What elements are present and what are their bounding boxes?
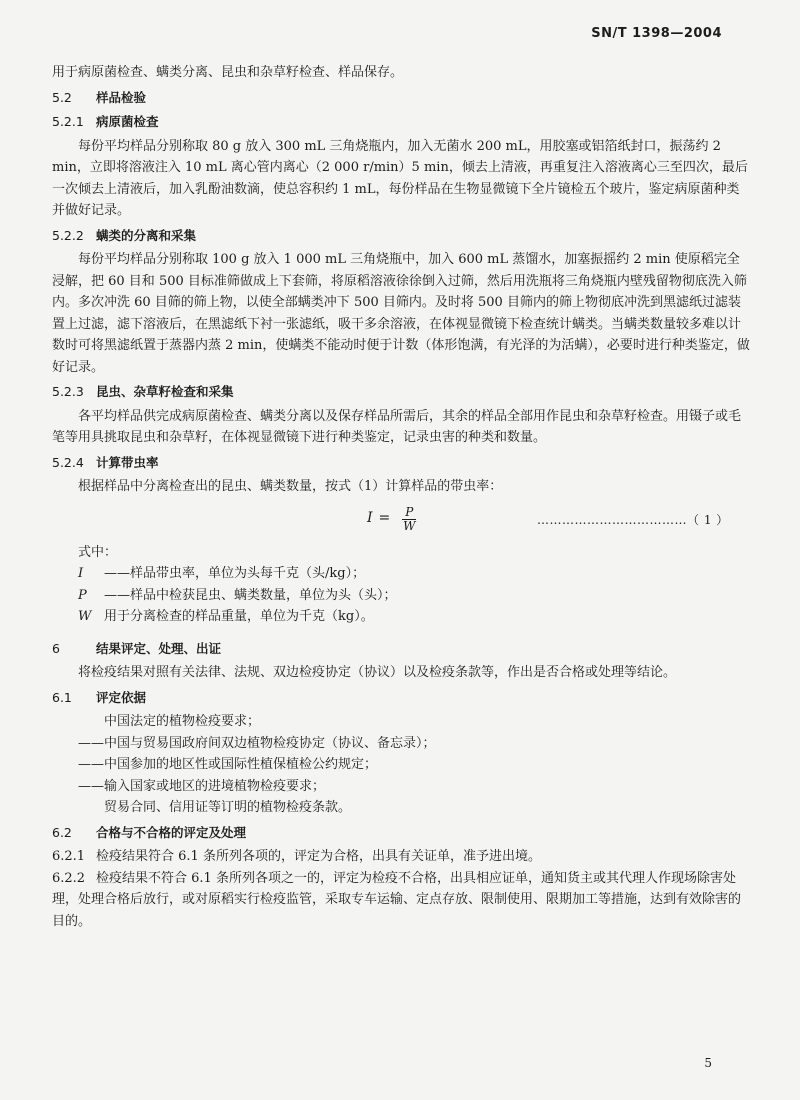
standard-code: SN/T 1398—2004 xyxy=(591,26,722,41)
list-item: 中国法定的植物检疫要求； xyxy=(104,714,261,729)
definition-item: P ——样品中检获昆虫、螨类数量，单位为头（头）； xyxy=(78,587,397,603)
section-heading-5-2-2: 5.2.2 螨类的分离和采集 xyxy=(52,227,197,243)
paragraph-6-2-2: 6.2.2 检疫结果不符合 6.1 条所列各项之一的，评定为检疫不合格，出具相应证单，通知货主或其代理人作现场除害处理，处理合格后放行，或对原稻实行检疫监管，采取专车运输、定点存放、限制使用、限期加工等措施，达到有效除害的目的。 xyxy=(52,870,742,929)
list-item: ——输入国家或地区的进境植物检疫要求； xyxy=(78,778,326,794)
list-item: ——中国与贸易国政府间双边植物检疫协定（协议、备忘录）； xyxy=(78,735,436,751)
formula-1 xyxy=(52,502,752,538)
document-body xyxy=(52,62,752,932)
section-heading-6: 6 结果评定、处理、出证 xyxy=(52,640,222,656)
section-heading-6-2: 6.2 合格与不合格的评定及处理 xyxy=(52,824,247,840)
criteria-list xyxy=(78,711,752,819)
page-number: 5 xyxy=(704,1056,712,1070)
list-item: ——中国参加的地区性或国际性植保植检公约规定； xyxy=(78,757,378,772)
paragraph-5-2-2: 每份平均样品分别称取 100 g 放入 1 000 mL 三角烧瓶中，加入 600 mL 蒸馏水，加塞振摇约 2 min 使原稻完全浸解，把 60 目和 500 目标准筛做成上下套筛，将原稻溶液徐徐倒入过筛，然后用洗瓶将三角烧瓶内壁残留物彻底洗入筛内。多次冲洗 60 目筛的筛上物，以使全部螨类冲下 500 目筛内。及时将 500 目筛内的筛上物彻底冲洗到黑滤纸过滤装置上过滤，滤下溶液后，在黑滤纸下衬一张滤纸，吸干多余溶液，在体视显微镜下检查统计螨类。当螨类数量较多难以计数时可将黑滤纸置于蒸器内蒸 2 min，使螨类不能动时便于计数（体形饱满，有光泽的为活螨），必要时进行种类鉴定，做好记录。 xyxy=(52,252,750,375)
section-heading-6-1: 6.1 评定依据 xyxy=(52,689,147,705)
formula-numerator: P xyxy=(405,504,414,519)
paragraph-6-2-1: 6.2.1 检疫结果符合 6.1 条所列各项的，评定为合格，出具有关证单，准予进出境。 xyxy=(52,849,541,864)
section-heading-5-2-3: 5.2.3 昆虫、杂草籽检查和采集 xyxy=(52,384,234,399)
section-heading-5-2: 5.2 样品检验 xyxy=(52,89,147,105)
paragraph-5-2-4: 根据样品中分离检查出的昆虫、螨类数量，按式（1）计算样品的带虫率： xyxy=(78,479,503,494)
paragraph-5-2-3: 各平均样品供完成病原菌检查、螨类分离以及保存样品所需后，其余的样品全部用作昆虫和杂草籽检查。用镊子或毛笔等用具挑取昆虫和杂草籽，在体视显微镜下进行种类鉴定，记录虫害的种类和数量。 xyxy=(52,408,742,445)
definition-item: I ——样品带虫率，单位为头每千克（头/kg）； xyxy=(78,566,366,581)
definition-list xyxy=(78,563,752,628)
definition-item: W 用于分离检查的样品重量，单位为千克（kg）。 xyxy=(78,609,374,624)
formula-lhs: I xyxy=(367,510,373,527)
paragraph-5-2-1: 每份平均样品分别称取 80 g 放入 300 mL 三角烧瓶内，加入无菌水 200 mL，用胶塞或铝箔纸封口，振荡约 2 min，立即将溶液注入 10 mL 离心管内离心（2 000 r/min）5 min，倾去上清液，再重复注入溶液离心三至四次，最后一次倾去上清液后，加入乳酚油数滴，使总容积约 1 mL，每份样品在生物显微镜下全片镜检五个玻片，鉴定病原菌种类并做好记录。 xyxy=(52,138,748,218)
formula-denominator: W xyxy=(403,518,416,533)
section-heading-5-2-1: 5.2.1 病原菌检查 xyxy=(52,114,159,129)
formula-tag: ………………………………（ 1 ） xyxy=(537,512,729,527)
section-heading-5-2-4: 5.2.4 计算带虫率 xyxy=(52,454,159,470)
paragraph-6: 将检疫结果对照有关法律、法规、双边检疫协定（协议）以及检疫条款等，作出是否合格或处理等结论。 xyxy=(78,665,677,680)
formula-equals: = xyxy=(378,510,391,527)
where-label: 式中： xyxy=(78,544,118,560)
intro-line: 用于病原菌检查、螨类分离、昆虫和杂草籽检查、样品保存。 xyxy=(52,65,404,80)
formula-fraction xyxy=(402,506,416,533)
list-item: 贸易合同、信用证等订明的植物检疫条款。 xyxy=(104,800,352,815)
